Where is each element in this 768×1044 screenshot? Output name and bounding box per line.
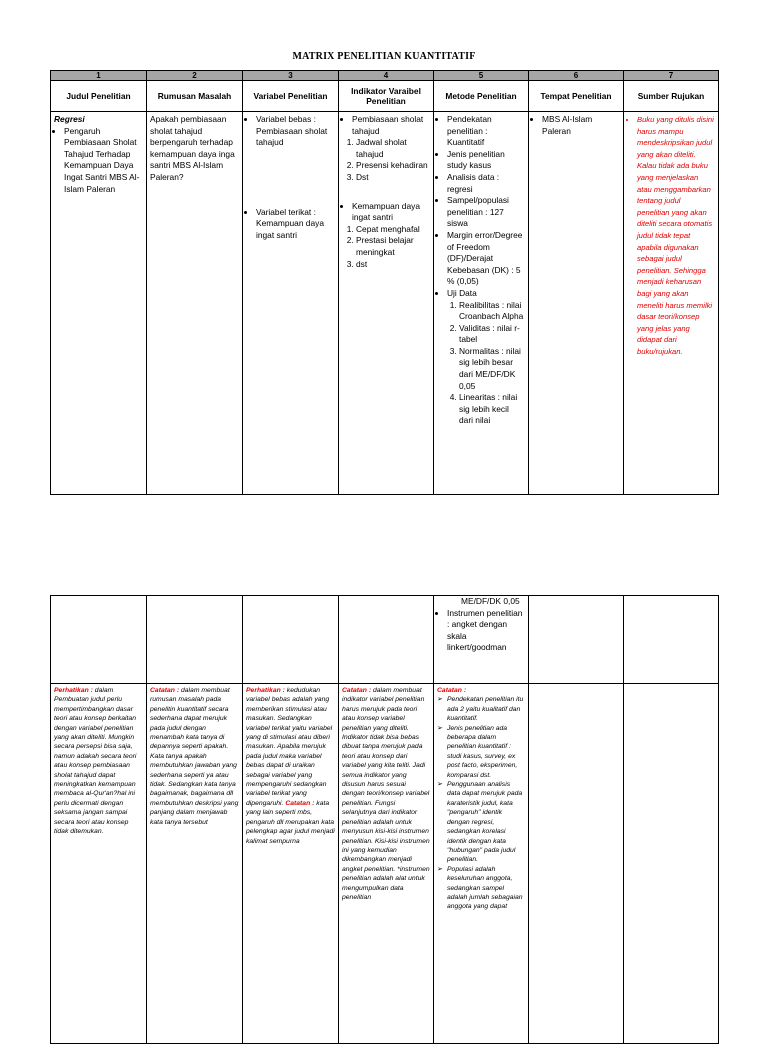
col-num-7: 7 [624, 71, 719, 81]
list-item: 2. Prestasi belajar meningkat [356, 235, 430, 258]
note-label: Catatan : [150, 687, 180, 694]
cell-metode [434, 112, 529, 495]
note-rumusan [147, 684, 243, 1044]
list-item: • Jenis penelitian study kasus [447, 149, 525, 172]
list-item: 3. Dst [356, 172, 430, 184]
list-item: ➢ Penggunaan analisis data dapat merujuk pada karateristik judul, kata "pengaruh" identik dengan regresi, sedangkan korelasi identik dengan kata "hubungan" pada judul penelitian. [447, 780, 525, 865]
note-text: kedudukan variabel bebas adalah yang memberikan stimulasi atau masukan. Sedangkan variabel terikat yaitu variabel yang di stimulasi atau diberi masukan. Apabila merujuk pada judul maka variabel bebas dapat di uraikan sebagai variabel yang mempengaruhi sedangkan variabel terikat yang dipengaruhi. [246, 687, 333, 807]
header-rumusan: Rumusan Masalah [147, 81, 243, 112]
list-item [447, 288, 525, 427]
note-label: Perhatikan : [54, 687, 93, 694]
col-num-1: 1 [51, 71, 147, 81]
list-item: 1. Cepat menghafal [356, 224, 430, 236]
note-text: kata yang lain seperti mbs, pengaruh dll merupakan kata pelengkap agar judul menjadi kalimat sempurna [246, 799, 335, 845]
column-header-row [51, 81, 719, 112]
list-item: 2. Validitas : nilai r-tabel [459, 323, 525, 346]
table-row [51, 596, 719, 684]
list-item: • Analisis data : regresi [447, 172, 525, 195]
cell-judul [51, 112, 147, 495]
header-sumber: Sumber Rujukan [624, 81, 719, 112]
var-terikat: • Variabel terikat : Kemampuan daya ingat santri [256, 207, 335, 242]
table-row [51, 112, 719, 495]
col-num-5: 5 [434, 71, 529, 81]
cell-indikator [339, 112, 434, 495]
tempat-text: • MBS Al-Islam Paleran [542, 114, 620, 137]
header-indikator: Indikator Varaibel Penelitian [339, 81, 434, 112]
header-variabel: Variabel Penelitian [243, 81, 339, 112]
note-label: Catatan : [342, 687, 372, 694]
list-item: 4. Linearitas : nilai sig lebih kecil dari nilai [459, 392, 525, 427]
page-title: MATRIX PENELITIAN KUANTITATIF [292, 51, 476, 62]
metode-continued: ME/DF/DK 0,05 [461, 596, 520, 606]
rumusan-text: Apakah pembiasaan sholat tahajud berpengaruh terhadap kemampuan daya inga santri MBS Al-Islam Paleran? [150, 114, 235, 182]
ind-terikat: • Kemampuan daya ingat santri [352, 201, 430, 224]
note-label: Catatan : [285, 799, 315, 807]
note-text: dalam membuat rumusan masalah pada penelitin kuantitatif secara sederhana dapat merujuk pada judul dengan menambah kata tanya di depannya seperti apakah. Kata tanya apakah membutuhkan jawaban yang sederhana seperti ya atau tidak. Sedangkan kata tanya bagaimanak, bagaimana dll membutuhkan deskripsi yang panjang dalam menjawab kata tanya tersebut [150, 687, 239, 826]
header-tempat: Tempat Penelitian [529, 81, 624, 112]
note-metode [434, 684, 529, 1044]
list-item: 1. Realibilitas : nilai Croanbach Alpha [459, 300, 525, 323]
header-metode: Metode Penelitian [434, 81, 529, 112]
matrix-table [50, 70, 719, 495]
note-judul [51, 684, 147, 1044]
list-item: • Margin error/Degree of Freedom (DF)/Derajat Kebebasan (DK) : 5 % (0,05) [447, 230, 525, 288]
col-num-3: 3 [243, 71, 339, 81]
column-number-row [51, 71, 719, 81]
col-num-4: 4 [339, 71, 434, 81]
note-text: dalam Pembuatan judul perlu mempertimbangkan dasar teori atau konsep berkaitan dengan variabel penelitian yang akan diteliti. Mungkin secara persepsi bisa saja, namun adakah secara teori atau konsep pembiasaan sholat tahajud dapat meningkatkan kemampuan membaca al-Qur'an?hal ini perlu dicermati dengan seksama jangan sampai secara teori atau konsep tidak ditemukan. [54, 687, 137, 836]
note-label: Catatan : [437, 687, 467, 694]
list-item: • Pendekatan penelitian : Kuantitatif [447, 114, 525, 149]
notes-row [51, 684, 719, 1044]
ind-bebas: • Pembiasaan sholat tahajud [352, 114, 430, 137]
col-num-2: 2 [147, 71, 243, 81]
var-bebas: • Variabel bebas : Pembiasaan sholat tahajud [256, 114, 335, 149]
list-item: 2. Presensi kehadiran [356, 160, 430, 172]
note-text: dalam membuat indikator variabel penelitian harus merujuk pada teori atau konsep variabel penelitian yang diteliti. Indikator tidak bisa bebas dibuat tanpa merujuk pada teori atau konsep dari variabel yang kita teliti. Jadi semua indikator yang disusun harus sesuai dengan teori/konsep variabel penelitian. Fungsi selanjutnya dari indikator penelitian adalah untuk menyusun kisi-kisi instrumen penelitian. Kisi-kisi instrumen ini yang kemudian dikembangkan menjadi angket penelitian. *instrumen penelitian adalah alat untuk mengumpulkan data penelitian [342, 687, 430, 901]
uji-data-label: Uji Data [447, 287, 477, 298]
note-variabel [243, 684, 339, 1044]
list-item: • Sampel/populasi penelitian : 127 siswa [447, 195, 525, 230]
note-label: Perhatikan : [246, 687, 285, 694]
list-item: ➢ Jenis penelitian ada beberapa dalam penelitian kuantitatif : studi kasus, survey, ex post facto, eksperimen, komparasi dst. [447, 724, 525, 780]
cell-tempat [529, 112, 624, 495]
instrumen-text: • Instrumen penelitian : angket dengan skala linkert/goodman [447, 608, 525, 654]
cell-variabel [243, 112, 339, 495]
header-judul: Judul Penelitian [51, 81, 147, 112]
col-num-6: 6 [529, 71, 624, 81]
list-item: 3. Normalitas : nilai sig lebih besar dari ME/DF/DK 0,05 [459, 346, 525, 392]
list-item: 3. dst [356, 259, 430, 271]
matrix-table-continued [50, 595, 719, 1044]
note-indikator [339, 684, 434, 1044]
list-item: 1. Jadwal sholat tahajud [356, 137, 430, 160]
judul-heading: Regresi [54, 114, 85, 124]
cell-metode-cont [434, 596, 529, 684]
list-item: ➢ Pendekatan penelitian itu ada 2 yaitu kualitatif dan kuantitatif. [447, 695, 525, 723]
cell-sumber [624, 112, 719, 495]
list-item: ➢ Populasi adalah keseluruhan anggota, sedangkan sampel adalah jumlah sebagaian anggota yang dapat [447, 865, 525, 912]
sumber-text: • Buku yang ditulis disini harus mampu mendeskripsikan judul yang akan diteliti. Kalau tidak ada buku yang menjelaskan atau menggambarkan tentang judul penelitian yang akan diteliti secara otomatis judul tidak tepat apabila digunakan sebagai judul penelitian. Sehingga menjadi keharusan bagi yang akan meneliti harus memilki dasar teori/konsep yang jelas yang didapat dari buku/rujukan. [637, 114, 715, 357]
judul-text: • Pengaruh Pembiasaan Sholat Tahajud Terhadap Kemampuan Daya Ingat Santri MBS Al-Islam Paleran [64, 126, 143, 196]
cell-rumusan [147, 112, 243, 495]
